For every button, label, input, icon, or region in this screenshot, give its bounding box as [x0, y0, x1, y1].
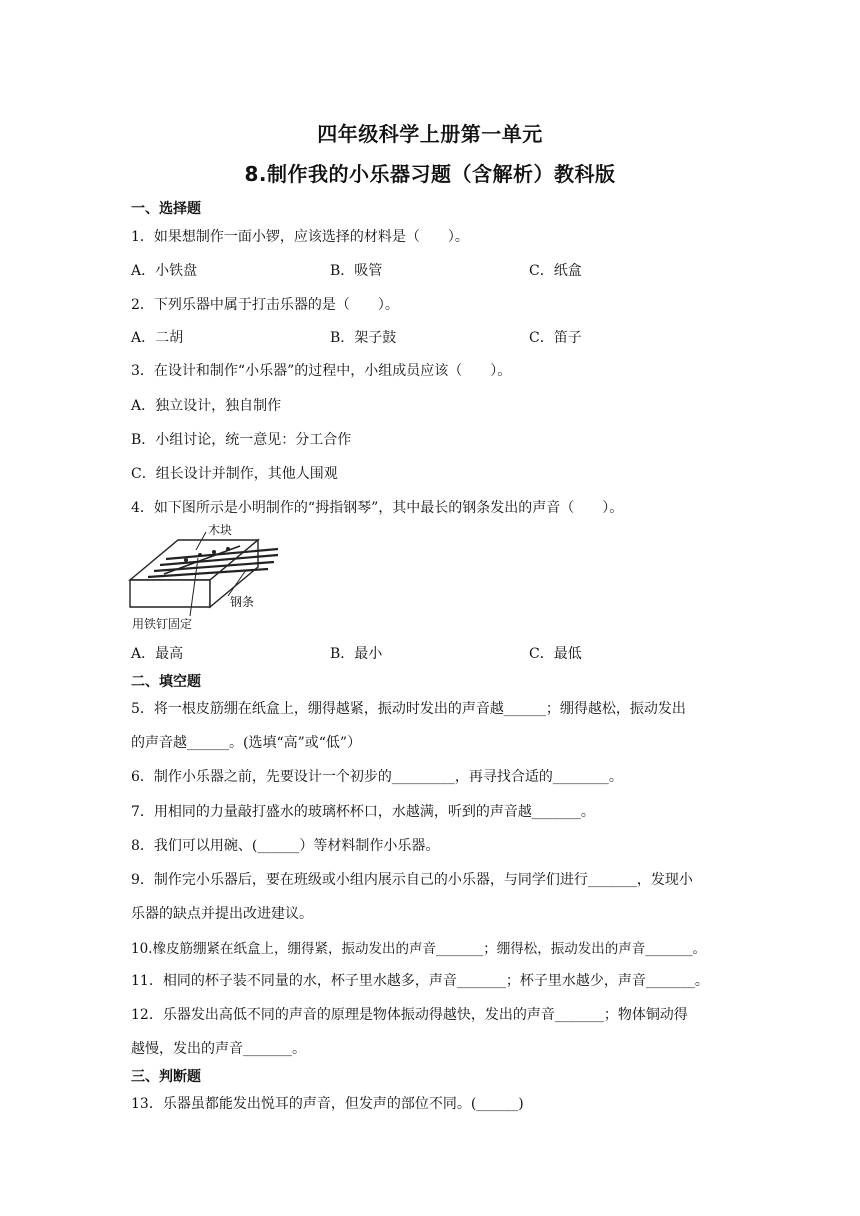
question-10: 10.橡皮筋绷紧在纸盒上，绷得紧，振动发出的声音_______；绷得松，振动发出的声音_______。	[131, 941, 706, 957]
section-true-false: 三、判断题	[131, 1069, 201, 1085]
label-wood-block: 木块	[208, 523, 233, 537]
title-line-2: 8.制作我的小乐器习题（含解析）教科版	[244, 162, 616, 186]
question-12-line-1: 12．乐器发出高低不同的声音的原理是物体振动得越快，发出的声音_______；物体铜动得	[131, 1007, 688, 1023]
question-5-line-1: 5．将一根皮筋绷在纸盒上，绷得越紧，振动时发出的声音越______；绷得越松，振动发出	[131, 701, 686, 717]
q1-option-b: B．吸管	[330, 263, 383, 279]
q2-option-a: A．二胡	[131, 330, 184, 346]
q4-option-a: A．最高	[131, 646, 184, 662]
q4-option-c: C．最低	[529, 646, 582, 662]
q3-option-a: A．独立设计，独自制作	[131, 398, 282, 414]
question-7: 7．用相同的力量敲打盛水的玻璃杯杯口，水越满，听到的声音越_______。	[131, 804, 595, 820]
q1-option-c: C．纸盒	[529, 263, 582, 279]
question-13: 13．乐器虽都能发出悦耳的声音，但发声的部位不同。(______)	[131, 1096, 524, 1112]
question-9-line-2: 乐器的缺点并提出改进建议。	[131, 906, 313, 922]
section-choice: 一、选择题	[131, 201, 201, 217]
question-12-line-2: 越慢，发出的声音_______。	[131, 1041, 306, 1057]
q2-option-b: B．架子鼓	[330, 330, 397, 346]
q4-option-b: B．最小	[330, 646, 383, 662]
question-4: 4．如下图所示是小明制作的“拇指钢琴”，其中最长的钢条发出的声音（ ）。	[131, 500, 624, 516]
title-line-1: 四年级科学上册第一单元	[317, 122, 543, 146]
label-steel-bar: 钢条	[230, 595, 255, 609]
label-nail-fixed: 用铁钉固定	[132, 617, 193, 631]
block-front-face	[130, 580, 210, 607]
question-11: 11．相同的杯子装不同量的水，杯子里水越多，声音_______；杯子里水越少，声音_______。	[131, 973, 709, 989]
question-6: 6．制作小乐器之前，先要设计一个初步的_________，再寻找合适的________。	[131, 769, 623, 785]
q3-option-c: C．组长设计并制作，其他人围观	[131, 466, 338, 482]
question-1: 1．如果想制作一面小锣，应该选择的材料是（ ）。	[131, 229, 469, 245]
question-2: 2．下列乐器中属于打击乐器的是（ ）。	[131, 297, 399, 313]
question-3: 3．在设计和制作“小乐器”的过程中，小组成员应该（ ）。	[131, 363, 512, 379]
q2-option-c: C．笛子	[529, 330, 582, 346]
question-9-line-1: 9．制作完小乐器后，要在班级或小组内展示自己的小乐器，与同学们进行_______，发现小	[131, 872, 693, 888]
q3-option-b: B．小组讨论，统一意见：分工合作	[131, 432, 352, 448]
thumb-piano-figure	[128, 522, 278, 634]
question-5-line-2: 的声音越______。(选填“高”或“低”）	[131, 735, 362, 751]
q1-option-a: A．小铁盘	[131, 263, 198, 279]
question-8: 8．我们可以用碗、(______）等材料制作小乐器。	[131, 838, 440, 854]
section-fill-blank: 二、填空题	[131, 674, 201, 690]
